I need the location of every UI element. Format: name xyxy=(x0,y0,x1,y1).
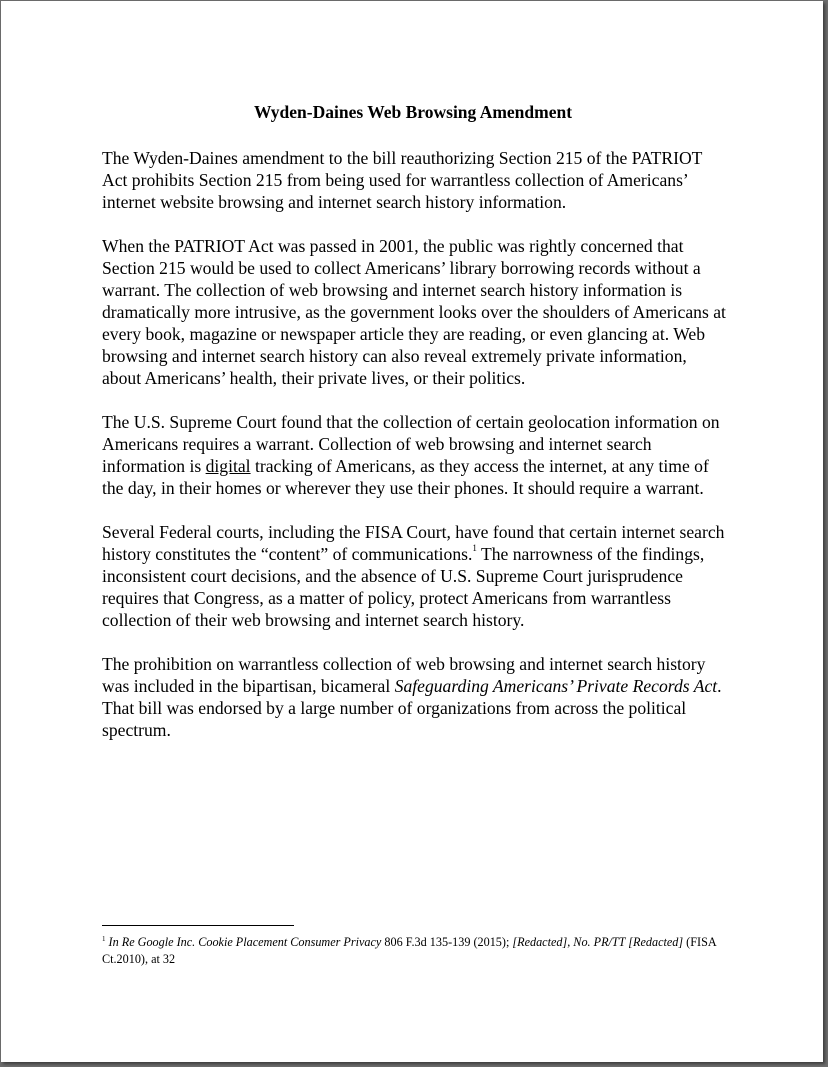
paragraph-supreme-court xyxy=(102,411,730,499)
paragraph-text: The prohibition on warrantless collection of web browsing and internet search history was included in the bipartisan, bicameral xyxy=(102,654,706,696)
footnote-reference: 1 xyxy=(472,543,477,553)
footnote-case-name: In Re Google Inc. Cookie Placement Consumer Privacy xyxy=(108,935,382,949)
footnote-citation: 806 F.3d 135-139 (2015); xyxy=(381,935,513,949)
act-title: Safeguarding Americans’ Private Records Act xyxy=(394,676,718,696)
paragraph-text: tracking of Americans, as they access the internet, at any time of the day, in their homes or wherever they use their phones. It should require a warrant. xyxy=(102,456,709,498)
paragraph-text: . That bill was endorsed by a large number of organizations from across the political spectrum. xyxy=(102,676,722,740)
paragraph-text: The narrowness of the findings, inconsistent court decisions, and the absence of U.S. Supreme Court jurisprudence requires that Congress, as a matter of policy, protect Americans from warrantless collection of their web browsing and internet search history. xyxy=(102,544,705,630)
footnote-number: 1 xyxy=(102,935,106,943)
paragraph-text: Several Federal courts, including the FISA Court, have found that certain internet search history constitutes the “content” of communications. xyxy=(102,522,725,564)
footnote-citation: (FISA Ct.2010), at 32 xyxy=(102,935,716,966)
paragraph-text: The U.S. Supreme Court found that the collection of certain geolocation information on Americans requires a warrant. Collection of web browsing and internet search information is xyxy=(102,412,720,476)
underlined-word: digital xyxy=(205,456,251,476)
footnote-case-name: [Redacted], No. PR/TT [Redacted] xyxy=(512,935,684,949)
footnote-divider xyxy=(102,925,294,926)
paragraph-history: When the PATRIOT Act was passed in 2001, the public was rightly concerned that Section 215 would be used to collect Americans’ library borrowing records without a warrant. The collection of web browsing and internet search history information is dramatically more intrusive, as the government looks over the shoulders of Americans at every book, magazine or newspaper article they are reading, or even glancing at. Web browsing and internet search history can also reveal extremely private information, about Americans’ health, their private lives, or their politics. xyxy=(102,236,726,388)
footnote xyxy=(102,934,730,968)
paragraph-federal-courts xyxy=(102,521,730,631)
document-title: Wyden-Daines Web Browsing Amendment xyxy=(253,102,573,122)
paragraph-intro: The Wyden-Daines amendment to the bill reauthorizing Section 215 of the PATRIOT Act prohibits Section 215 from being used for warrantless collection of Americans’ internet website browsing and internet search history information. xyxy=(102,148,703,212)
document-body xyxy=(102,147,730,763)
document-page xyxy=(1,1,823,1062)
paragraph-prohibition xyxy=(102,653,730,741)
